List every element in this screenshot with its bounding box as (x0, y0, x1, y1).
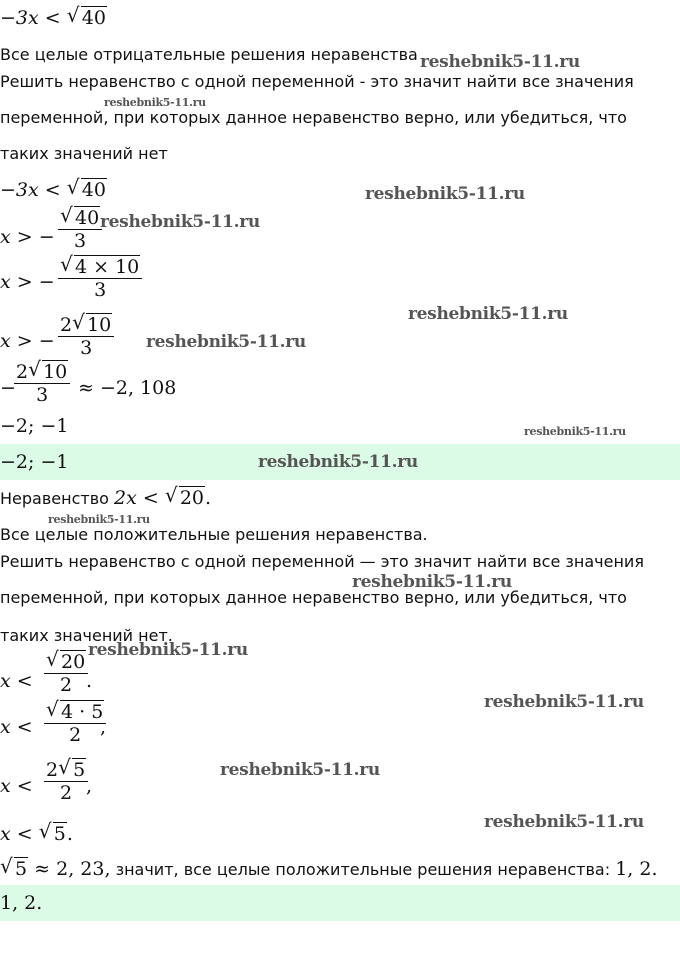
task1-explain-line2: переменной, при которых данное неравенство верно, или убедиться, что (0, 108, 627, 127)
task2-step3-end: , (86, 775, 93, 797)
task1-step4-fraction: 2√ 10 3 (58, 313, 114, 359)
task1-expression: −3x < √ 40 (0, 6, 107, 29)
watermark: reshebnik5-11.ru (100, 212, 260, 232)
task1-explain-line3: таких значений нет (0, 144, 168, 163)
watermark: reshebnik5-11.ru (408, 304, 568, 324)
task2-conclusion: √ 5 ≈ 2, 23, значит, все целые положительные решения неравенства: 1, 2. (0, 857, 657, 881)
watermark: reshebnik5-11.ru (484, 812, 644, 832)
task1-explain-line1: Решить неравенство с одной переменной - это значит найти все значения (0, 72, 634, 91)
task2-prompt: Все целые положительные решения неравенства. (0, 525, 428, 544)
task2-explain-line3: таких значений нет. (0, 626, 173, 645)
watermark: reshebnik5-11.ru (48, 513, 150, 526)
task2-step2-end: , (100, 716, 107, 738)
task1-step5-rhs: ≈ −2, 108 (78, 377, 177, 399)
task1-step2-lhs: x > − (0, 226, 55, 248)
watermark: reshebnik5-11.ru (88, 640, 248, 660)
task2-step2-lhs: x < (0, 716, 33, 738)
task1-step2-fraction: √ 40 3 (58, 206, 102, 252)
task2-explain-line1: Решить неравенство с одной переменной — это значит найти все значения (0, 552, 644, 571)
task1-step3-lhs: x > − (0, 271, 55, 293)
watermark: reshebnik5-11.ru (220, 760, 380, 780)
task2-answer: 1, 2. (0, 892, 43, 914)
task2-step4: x < √ 5. (0, 822, 73, 845)
task2-step3-lhs: x < (0, 775, 33, 797)
task2-answer-band (0, 885, 680, 921)
task1-answer: −2; −1 (0, 451, 69, 473)
task1-step5-minus: − (0, 377, 16, 399)
watermark: reshebnik5-11.ru (258, 452, 418, 472)
task2-explain-line2: переменной, при которых данное неравенство верно, или убедиться, что (0, 588, 627, 607)
task2-statement: Неравенство 2x < √ 20. (0, 486, 211, 510)
task1-step4-lhs: x > − (0, 330, 55, 352)
watermark: reshebnik5-11.ru (146, 332, 306, 352)
watermark: reshebnik5-11.ru (104, 96, 206, 109)
task2-step1-fraction: √ 20 2 (44, 650, 88, 696)
task1-step3-fraction: √ 4 × 10 3 (58, 255, 142, 301)
task2-step2-fraction: √ 4 · 5 2 (44, 700, 106, 746)
watermark: reshebnik5-11.ru (365, 184, 525, 204)
task1-result: −2; −1 (0, 415, 69, 437)
task1-step5-fraction: 2√ 10 3 (14, 360, 70, 406)
watermark: reshebnik5-11.ru (484, 692, 644, 712)
task2-step1-lhs: x < (0, 670, 33, 692)
task1-prompt: Все целые отрицательные решения неравенства (0, 45, 418, 64)
task2-step3-fraction: 2√ 5 2 (44, 758, 88, 804)
watermark: reshebnik5-11.ru (524, 425, 626, 438)
watermark: reshebnik5-11.ru (420, 52, 580, 72)
watermark: reshebnik5-11.ru (352, 572, 512, 592)
task2-step1-end: . (86, 670, 93, 692)
task1-step1: −3x < √ 40 (0, 178, 107, 201)
